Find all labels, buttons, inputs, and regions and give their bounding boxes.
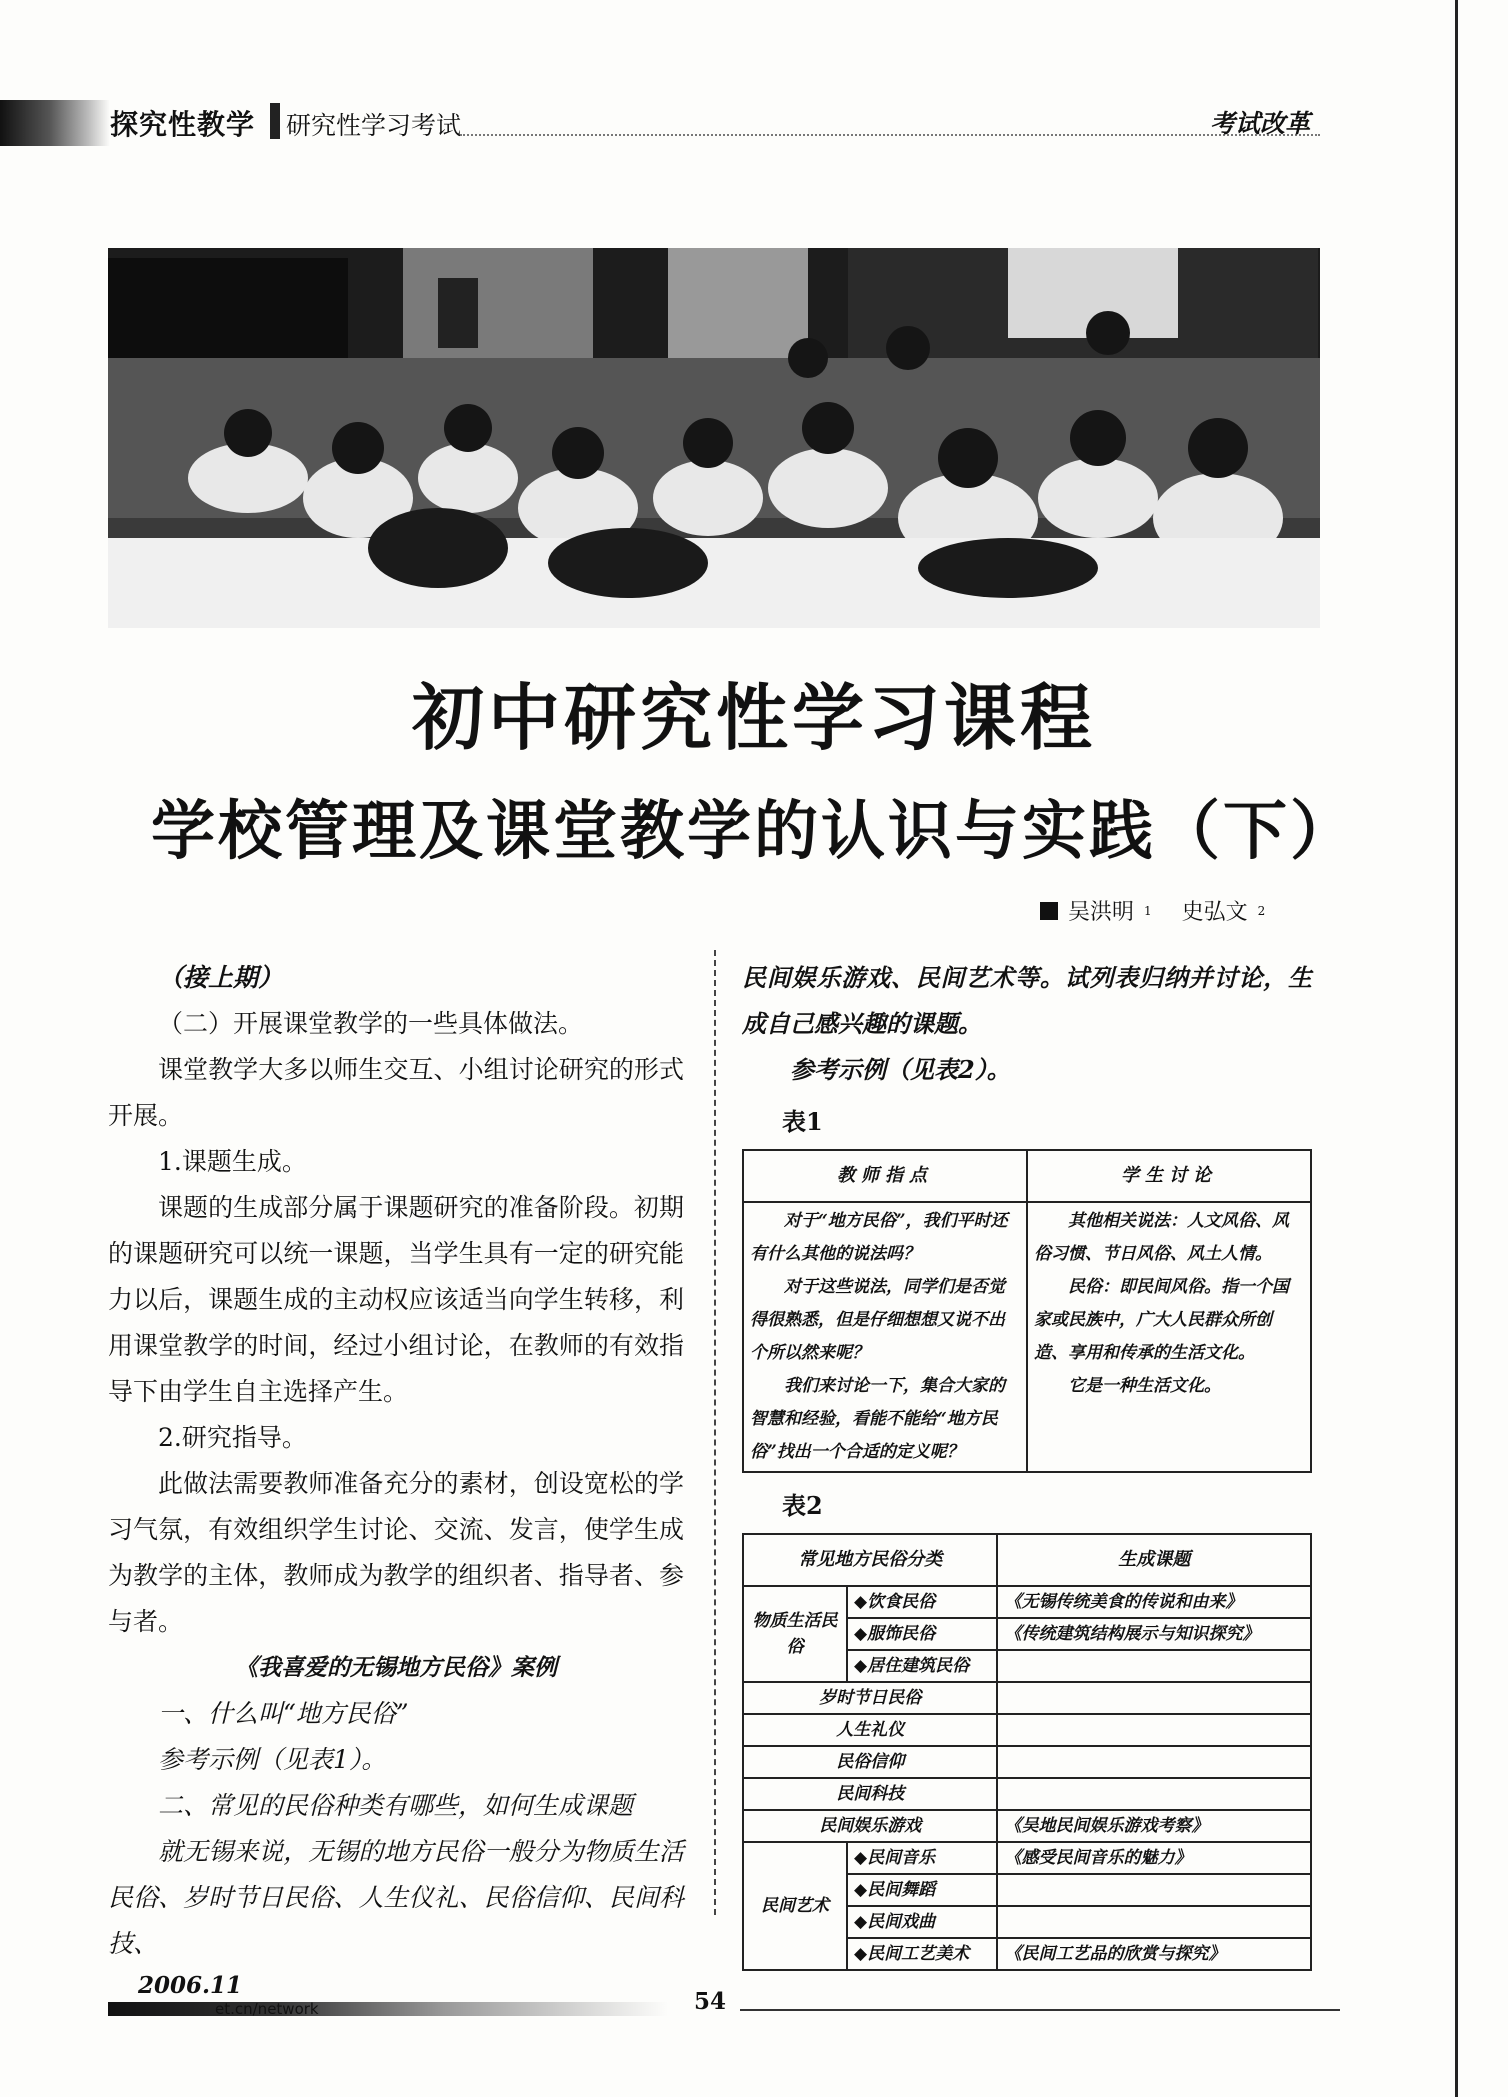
- page-edge-rule: [1455, 0, 1458, 2097]
- student-answer: 民俗：即民间风俗。指一个国家或民族中，广大人民群众所创造、享用和传承的生活文化。: [1034, 1277, 1289, 1363]
- author-name: 史弘文: [1181, 900, 1248, 925]
- footer-url: et.cn/network: [215, 2000, 319, 2018]
- table-row: [743, 1778, 1311, 1810]
- paragraph: 此做法需要教师准备充分的素材，创设宽松的学习气氛，有效组织学生讨论、交流、发言，使学生成为教学的主体，教师成为教学的组织者、指导者、参与者。: [108, 1469, 684, 1636]
- case-heading: 一、什么叫“地方民俗”: [158, 1699, 409, 1728]
- continued-note: （接上期）: [158, 963, 284, 992]
- left-column: [108, 955, 684, 1967]
- topic-cell: [997, 1650, 1311, 1682]
- article-title-line-2: 学校管理及课堂教学的认识与实践（下）: [151, 794, 1357, 869]
- column-divider: [714, 950, 716, 1915]
- subcategory-cell: ◆服饰民俗: [847, 1618, 997, 1650]
- header-section-name: 考试改革: [1210, 109, 1311, 138]
- table-row: [743, 1714, 1311, 1746]
- header-tab-graphic: [0, 100, 110, 146]
- student-answer: 它是一种生活文化。: [1068, 1376, 1221, 1396]
- author-affiliation-mark: 2: [1257, 903, 1266, 918]
- table-row: [743, 1586, 1311, 1618]
- subcategory-cell: ◆民间音乐: [847, 1842, 997, 1874]
- paragraph: 参考示例（见表1）。: [158, 1745, 387, 1774]
- article-title-line-1: 初中研究性学习课程: [411, 676, 1096, 760]
- teacher-prompt: 对于“地方民俗”，我们平时还有什么其他的说法吗？: [750, 1211, 1008, 1264]
- topic-cell: [997, 1874, 1311, 1906]
- table-1-label: 表1: [782, 1107, 823, 1136]
- topic-cell: [997, 1906, 1311, 1938]
- paragraph: 民间娱乐游戏、民间艺术等。试列表归纳并讨论，生成自己感兴趣的课题。: [742, 963, 1312, 1038]
- topic-cell: 《民间工艺品的欣赏与探究》: [997, 1938, 1311, 1970]
- table-row: [743, 1682, 1311, 1714]
- header-column-name: 探究性教学: [110, 108, 256, 141]
- category-cell: 民间艺术: [743, 1842, 847, 1970]
- topic-cell: [997, 1682, 1311, 1714]
- subcategory-cell: ◆民间戏曲: [847, 1906, 997, 1938]
- table-header: 学生讨论: [1027, 1150, 1311, 1202]
- teacher-prompt: 我们来讨论一下，集合大家的智慧和经验，看能不能给“地方民俗”找出一个合适的定义呢？: [750, 1376, 1005, 1462]
- subcategory-cell: ◆民间工艺美术: [847, 1938, 997, 1970]
- category-cell: 岁时节日民俗: [743, 1682, 997, 1714]
- subcategory-cell: ◆饮食民俗: [847, 1586, 997, 1618]
- student-answer: 其他相关说法：人文风俗、风俗习惯、节日风俗、风土人情。: [1034, 1211, 1289, 1264]
- teacher-prompt: 对于这些说法，同学们是否觉得很熟悉，但是仔细想想又说不出个所以然来呢？: [750, 1277, 1005, 1363]
- topic-cell: [997, 1714, 1311, 1746]
- header-divider-bar: [270, 103, 280, 139]
- header-column-subtitle: 研究性学习考试: [286, 111, 462, 140]
- table-row: [743, 1746, 1311, 1778]
- subheading: 1.课题生成。: [158, 1147, 307, 1176]
- byline-square-icon: [1040, 902, 1058, 920]
- category-cell: 人生礼仪: [743, 1714, 997, 1746]
- category-cell: 物质生活民俗: [743, 1586, 847, 1682]
- category-cell: 民间娱乐游戏: [743, 1810, 997, 1842]
- category-cell: 民俗信仰: [743, 1746, 997, 1778]
- table-1: [742, 1149, 1312, 1473]
- table-2: [742, 1533, 1312, 1971]
- subheading: 2.研究指导。: [158, 1423, 307, 1452]
- paragraph: 参考示例（见表2）。: [790, 1055, 1011, 1084]
- teacher-guidance-cell: [743, 1202, 1027, 1472]
- table-header: 生成课题: [997, 1534, 1311, 1586]
- classroom-photo-image: [108, 248, 1320, 628]
- topic-cell: 《感受民间音乐的魅力》: [997, 1842, 1311, 1874]
- student-discussion-cell: [1027, 1202, 1311, 1472]
- paragraph: （二）开展课堂教学的一些具体做法。: [158, 1009, 584, 1038]
- table-2-label: 表2: [782, 1491, 823, 1520]
- right-column: [742, 955, 1312, 1971]
- case-title: 《我喜爱的无锡地方民俗》案例: [235, 1654, 557, 1681]
- topic-cell: 《传统建筑结构展示与知识探究》: [997, 1618, 1311, 1650]
- paragraph: 就无锡来说，无锡的地方民俗一般分为物质生活民俗、岁时节日民俗、人生仪礼、民俗信仰、民间科技、: [108, 1837, 684, 1958]
- issue-date: 2006.11: [138, 1972, 243, 1999]
- footer-rule: [740, 2009, 1340, 2011]
- case-heading: 二、常见的民俗种类有哪些，如何生成课题: [158, 1791, 634, 1820]
- table-header: 常见地方民俗分类: [743, 1534, 997, 1586]
- footer-gradient-band: [108, 2002, 668, 2016]
- topic-cell: 《无锡传统美食的传说和由来》: [997, 1586, 1311, 1618]
- table-row: [743, 1810, 1311, 1842]
- classroom-photo: [108, 248, 1320, 628]
- topic-cell: [997, 1746, 1311, 1778]
- page-number: 54: [694, 1988, 727, 2015]
- header-dotted-rule: [460, 134, 1320, 136]
- author-name: 吴洪明: [1068, 900, 1135, 925]
- author-affiliation-mark: 1: [1144, 903, 1152, 918]
- author-byline: [1040, 895, 1265, 926]
- topic-cell: 《吴地民间娱乐游戏考察》: [997, 1810, 1311, 1842]
- topic-cell: [997, 1778, 1311, 1810]
- category-cell: 民间科技: [743, 1778, 997, 1810]
- paragraph: 课题的生成部分属于课题研究的准备阶段。初期的课题研究可以统一课题，当学生具有一定的研究能力以后，课题生成的主动权应该适当向学生转移，利用课堂教学的时间，经过小组讨论，在教师的有效指导下由学生自主选择产生。: [108, 1193, 684, 1406]
- subcategory-cell: ◆居住建筑民俗: [847, 1650, 997, 1682]
- table-row: [743, 1842, 1311, 1874]
- subcategory-cell: ◆民间舞蹈: [847, 1874, 997, 1906]
- table-header: 教师指点: [743, 1150, 1027, 1202]
- paragraph: 课堂教学大多以师生交互、小组讨论研究的形式开展。: [108, 1055, 684, 1130]
